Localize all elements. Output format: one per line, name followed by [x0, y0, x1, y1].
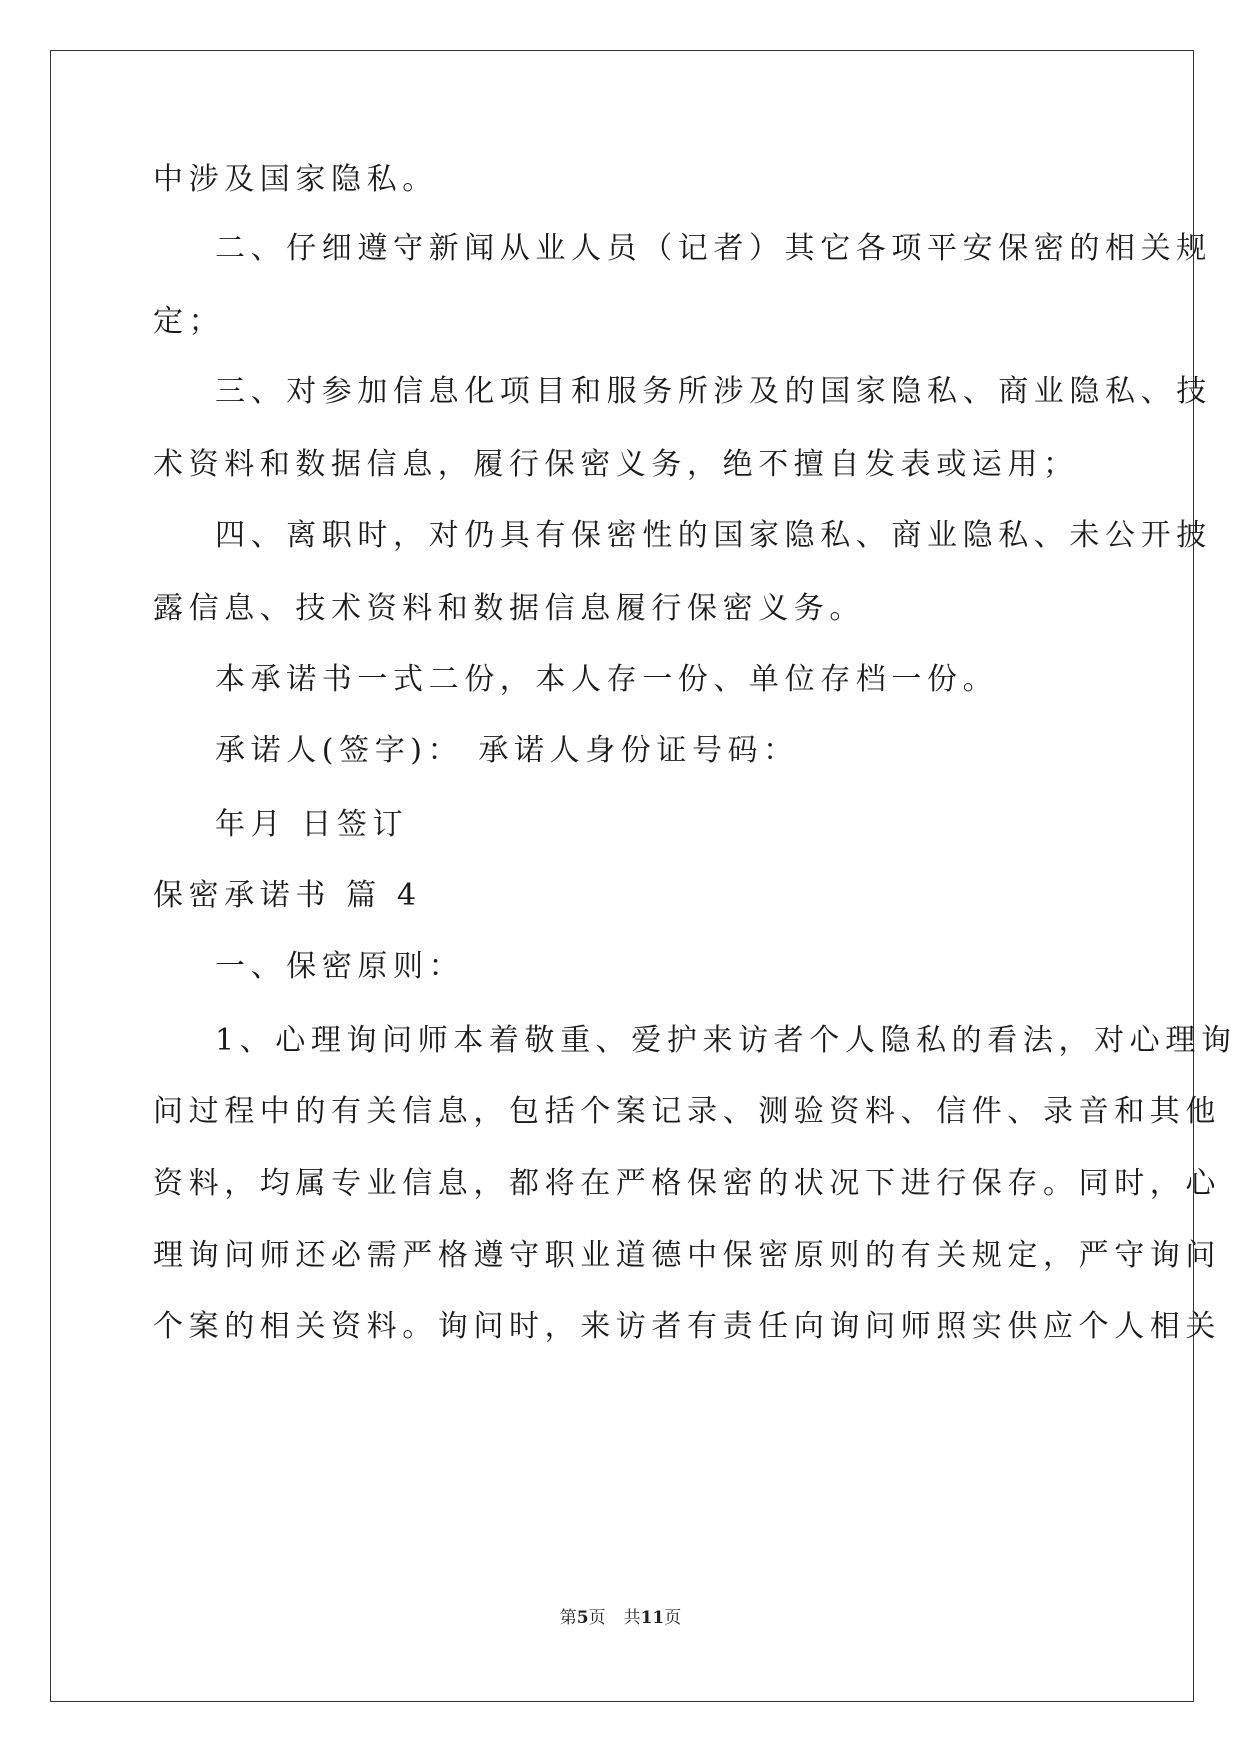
paragraph-line: 中涉及国家隐私。 — [153, 162, 438, 197]
total-page-count: 11 — [640, 1608, 665, 1628]
paragraph-line: 本承诺书一式二份，本人存一份、单位存档一份。 — [215, 662, 999, 697]
footer-page-suffix: 页 — [588, 1608, 606, 1628]
paragraph-line: 资料，均属专业信息，都将在严格保密的状况下进行保存。同时，心 — [153, 1166, 1221, 1201]
page-footer — [0, 1606, 1241, 1630]
date-line: 年月 日签订 — [215, 807, 409, 842]
paragraph-line: 个案的相关资料。询问时，来访者有责任向询问师照实供应个人相关 — [153, 1309, 1221, 1344]
footer-total-prefix: 共 — [623, 1608, 641, 1628]
paragraph-line: 露信息、技术资料和数据信息履行保密义务。 — [153, 591, 865, 626]
paragraph-line: 四、离职时，对仍具有保密性的国家隐私、商业隐私、未公开披 — [215, 518, 1212, 553]
footer-total-suffix: 页 — [664, 1608, 682, 1628]
paragraph-line: 理询问师还必需严格遵守职业道德中保密原则的有关规定，严守询问 — [153, 1238, 1221, 1273]
section-heading: 保密承诺书 篇 4 — [153, 878, 422, 913]
paragraph-line: 三、对参加信息化项目和服务所涉及的国家隐私、商业隐私、技 — [215, 374, 1212, 409]
current-page-number: 5 — [576, 1608, 589, 1628]
signature-line: 承诺人(签字)： 承诺人身份证号码： — [215, 733, 799, 768]
paragraph-line: 术资料和数据信息，履行保密义务，绝不擅自发表或运用； — [153, 447, 1079, 482]
paragraph-line: 二、仔细遵守新闻从业人员（记者）其它各项平安保密的相关规 — [215, 231, 1212, 266]
paragraph-line: 一、保密原则： — [215, 949, 465, 984]
paragraph-line: 问过程中的有关信息，包括个案记录、测验资料、信件、录音和其他 — [153, 1094, 1221, 1129]
paragraph-line: 定； — [153, 304, 225, 339]
footer-prefix: 第 — [559, 1608, 577, 1628]
paragraph-line: 1、心理询问师本着敬重、爱护来访者个人隐私的看法，对心理询 — [215, 1023, 1237, 1058]
